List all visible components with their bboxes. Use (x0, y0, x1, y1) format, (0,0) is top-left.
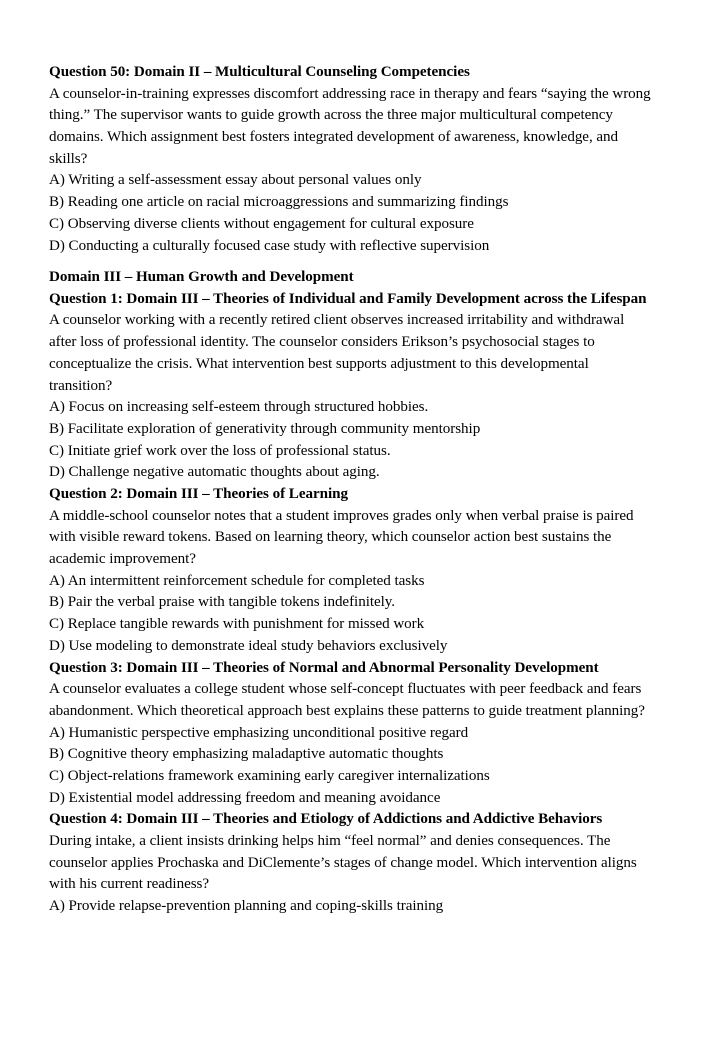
question-heading-4: Question 4: Domain III – Theories and Etiology of Addictions and Addictive Behaviors (49, 811, 603, 828)
question-1-option-c[interactable]: C) Initiate grief work over the loss of professional status. (49, 442, 391, 459)
question-heading-50: Question 50: Domain II – Multicultural Counseling Competencies (49, 64, 470, 80)
question-stem-4: During intake, a client insists drinking helps him “feel normal” and denies consequences. The counselor applies Prochaska and DiClemente’s stages of change model. Which intervention aligns with his current readiness? (49, 832, 637, 893)
question-block-2 (49, 484, 654, 658)
question-2-option-c[interactable]: C) Replace tangible rewards with punishment for missed work (49, 616, 425, 633)
question-1-option-b[interactable]: B) Facilitate exploration of generativity through community mentorship (49, 420, 481, 437)
domain-section-heading: Domain III – Human Growth and Development (49, 269, 354, 286)
question-50-option-d[interactable]: D) Conducting a culturally focused case study with reflective supervision (49, 237, 490, 254)
question-3-option-b[interactable]: B) Cognitive theory emphasizing maladaptive automatic thoughts (49, 746, 444, 763)
question-block-3 (49, 658, 654, 810)
question-stem-2: A middle-school counselor notes that a student improves grades only when verbal praise is paired with visible reward tokens. Based on learning theory, which counselor action best sustains the academic improvement? (49, 507, 634, 568)
question-1-option-a[interactable]: A) Focus on increasing self-esteem through structured hobbies. (49, 399, 429, 416)
question-block-4 (49, 809, 654, 917)
question-heading-3: Question 3: Domain III – Theories of Normal and Abnormal Personality Development (49, 659, 599, 676)
question-3-option-c[interactable]: C) Object-relations framework examining early caregiver internalizations (49, 767, 490, 784)
question-block-1 (49, 289, 654, 484)
question-50-option-b[interactable]: B) Reading one article on racial microaggressions and summarizing findings (49, 194, 509, 211)
document-body (49, 62, 654, 918)
question-heading-1: Question 1: Domain III – Theories of Individual and Family Development across the Lifespan (49, 290, 647, 307)
question-2-option-b[interactable]: B) Pair the verbal praise with tangible tokens indefinitely. (49, 594, 396, 611)
question-stem-1: A counselor working with a recently retired client observes increased irritability and withdrawal after loss of professional identity. The counselor considers Erikson’s psychosocial stages to conceptualize the crisis. What intervention best supports adjustment to this developmental transition? (49, 312, 625, 394)
question-1-option-d[interactable]: D) Challenge negative automatic thoughts about aging. (49, 464, 380, 481)
question-stem-50: A counselor-in-training expresses discomfort addressing race in therapy and fears “saying the wrong thing.” The supervisor wants to guide growth across the three major multicultural competency domains. Which assignment best fosters integrated development of awareness, knowledge, and skills? (49, 85, 651, 167)
question-3-option-a[interactable]: A) Humanistic perspective emphasizing unconditional positive regard (49, 724, 469, 741)
question-50-option-c[interactable]: C) Observing diverse clients without engagement for cultural exposure (49, 215, 474, 232)
question-50-option-a[interactable]: A) Writing a self-assessment essay about personal values only (49, 172, 422, 189)
question-2-option-d[interactable]: D) Use modeling to demonstrate ideal study behaviors exclusively (49, 637, 448, 654)
question-heading-2: Question 2: Domain III – Theories of Learning (49, 486, 348, 503)
question-3-option-d[interactable]: D) Existential model addressing freedom and meaning avoidance (49, 789, 441, 806)
question-block-50 (49, 62, 654, 257)
question-2-option-a[interactable]: A) An intermittent reinforcement schedule for completed tasks (49, 572, 425, 589)
question-4-option-a[interactable]: A) Provide relapse-prevention planning and coping-skills training (49, 898, 444, 915)
question-stem-3: A counselor evaluates a college student whose self-concept fluctuates with peer feedback and fears abandonment. Which theoretical approach best explains these patterns to guide treatment planning? (49, 681, 645, 719)
